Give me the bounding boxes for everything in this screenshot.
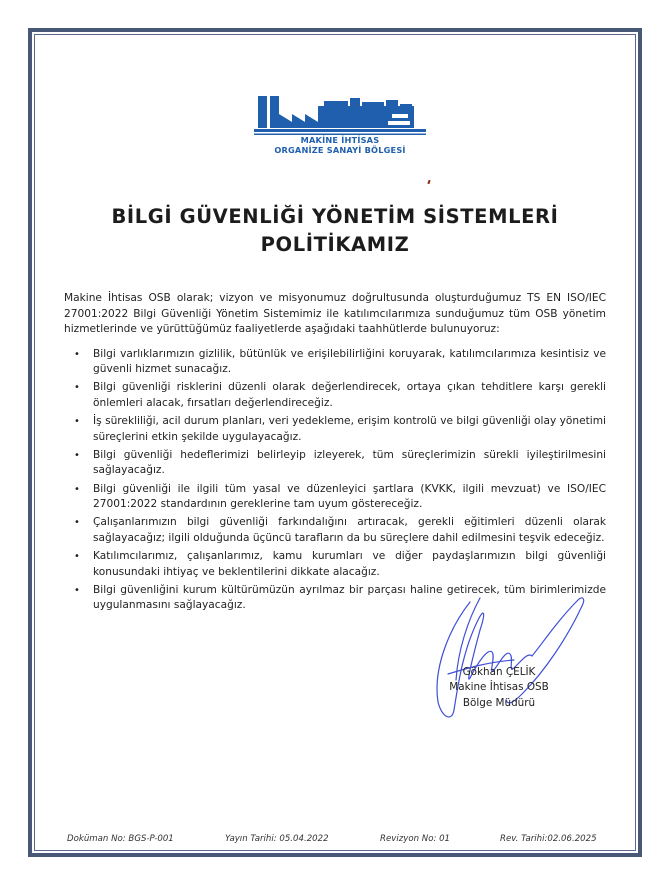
commitment-text: Çalışanlarımızın bilgi güvenliği farkındalığını artıracak, gerekli eğitimleri düzenli olarak sağlayacağız; ilgili olduğunda üçüncü tarafların da bu süreçlere dahil edilmesini teşvik edeceğiz. <box>93 516 606 544</box>
title-line1: BİLGİ GÜVENLİĞİ YÖNETİM SİSTEMLERİ <box>111 205 559 228</box>
policy-body <box>64 291 606 616</box>
bullet-icon: • <box>74 550 80 562</box>
document-number: Doküman No: BGS-P-001 <box>67 834 174 844</box>
bullet-icon: • <box>74 382 80 394</box>
list-item <box>64 448 606 479</box>
logo-text-line2: ORGANİZE SANAYİ BÖLGESİ <box>274 145 406 155</box>
logo-text-line1: MAKİNE İHTİSAS <box>300 135 380 145</box>
list-item <box>64 347 606 378</box>
commitment-text: Bilgi varlıklarımızın gizlilik, bütünlük ve erişilebilirliğini koruyarak, katılımcılarımıza kesintisiz ve güvenli hizmet sunacağız. <box>93 347 606 376</box>
commitment-text: Bilgi güvenliği risklerini düzenli olarak değerlendirecek, ortaya çıkan tehditlere karşı gerekli önlemleri alacak, fırsatları değerlendireceğiz. <box>93 381 606 410</box>
intro-paragraph: Makine İhtisas OSB olarak; vizyon ve misyonumuz doğrultusunda oluşturduğumuz TS EN ISO/IEC 27001:2022 Bilgi Güvenliği Yönetim Sistemimiz ile katılımcılarımıza sunduğumuz tüm OSB yönetim hizmetlerinde ve yürüttüğümüz faaliyetlerde aşağıdaki taahhütlerde bulunuyoruz: <box>64 292 606 336</box>
commitment-text: Bilgi güvenliğini kurum kültürümüzün ayrılmaz bir parçası haline getirecek, tüm birimlerimizde uygulanmasını sağlayacağız. <box>93 583 606 612</box>
list-item <box>64 482 606 513</box>
signatory-block <box>434 665 564 711</box>
signatory-role: Bölge Müdürü <box>462 696 536 709</box>
commitment-text: Bilgi güvenliği ile ilgili tüm yasal ve düzenleyici şartlara (KVKK, ilgili mevzuat) ve ISO/IEC 27001:2022 standardının gereklerine tam uyum göstereceğiz. <box>93 482 606 511</box>
commitment-text: Bilgi güvenliği hedeflerimizi belirleyip izleyerek, tüm süreçlerimizin sürekli iyileştirilmesini sağlayacağız. <box>93 448 606 477</box>
list-item <box>64 549 606 580</box>
page-title <box>60 203 610 259</box>
publish-date: Yayın Tarihi: 05.04.2022 <box>225 834 329 844</box>
bullet-icon: • <box>74 584 80 596</box>
signatory-organization: Makine İhtisas OSB <box>449 681 549 694</box>
title-line2: POLİTİKAMIZ <box>260 233 410 256</box>
commitment-text: Katılımcılarımız, çalışanlarımız, kamu kurumları ve diğer paydaşlarımızın bilgi güvenliği konusundaki ihtiyaç ve beklentilerini dikkate alacağız. <box>93 549 606 578</box>
bullet-icon: • <box>74 517 80 529</box>
document-footer <box>36 834 634 848</box>
list-item <box>64 414 606 445</box>
bullet-icon: • <box>74 483 80 495</box>
bullet-icon: • <box>74 348 80 360</box>
signatory-name: Gökhan ÇELİK <box>462 666 536 678</box>
commitments-list <box>64 347 606 614</box>
organization-logo <box>254 92 426 162</box>
list-item <box>64 380 606 411</box>
bullet-icon: • <box>74 416 80 428</box>
commitment-text: İş sürekliliği, acil durum planları, veri yedekleme, erişim kontrolü ve bilgi güvenliği olay yönetimi süreçlerini etkin şekilde uygulayacağız. <box>93 415 606 443</box>
bullet-icon: • <box>74 449 80 461</box>
revision-date: Rev. Tarihi:02.06.2025 <box>500 834 597 844</box>
revision-number: Revizyon No: 01 <box>380 834 451 844</box>
list-item <box>64 515 606 546</box>
factory-skyline-icon <box>254 92 426 136</box>
